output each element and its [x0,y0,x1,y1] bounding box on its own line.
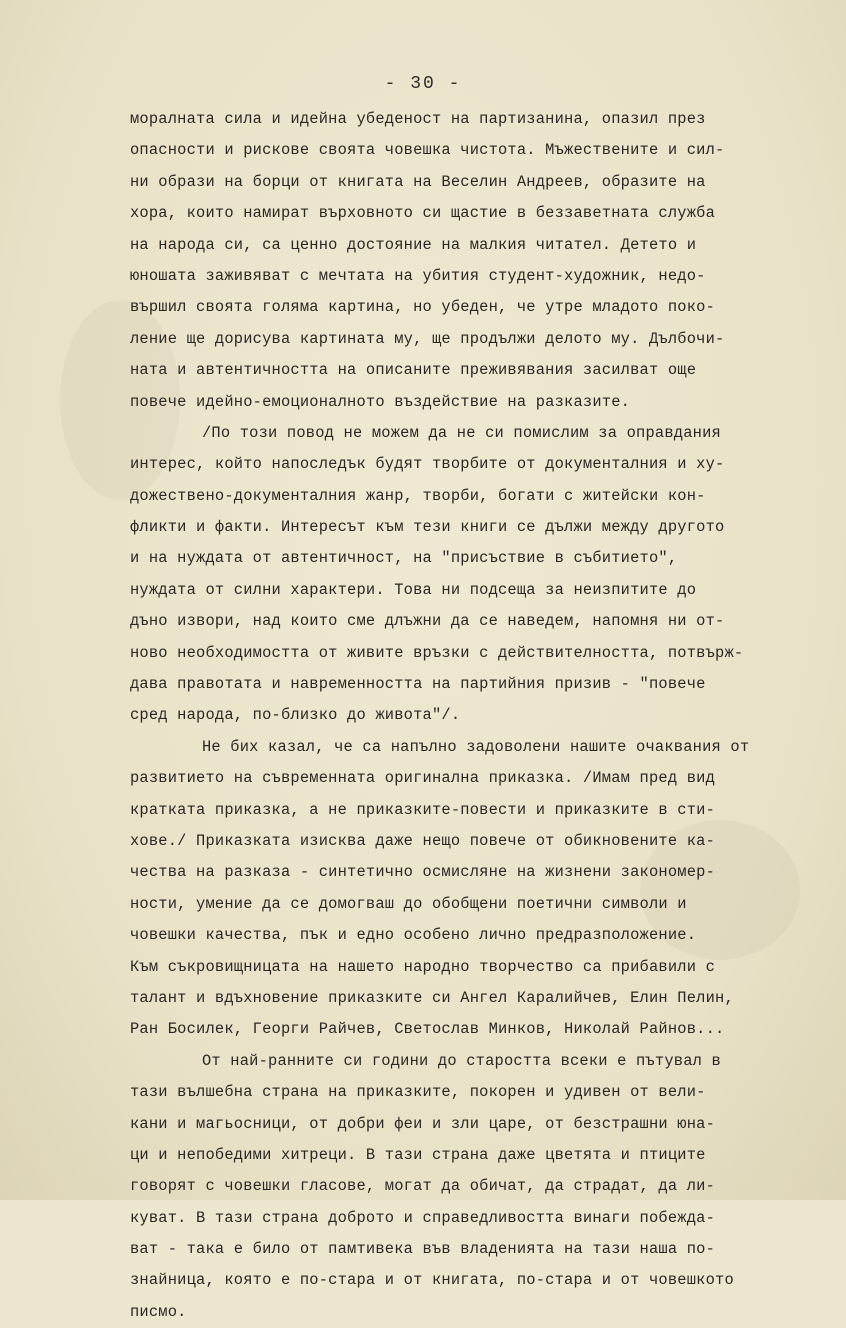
text-line: хове./ Приказката изисква даже нещо повече от обикновените ка- [130,831,716,850]
text-line: чества на разказа - синтетично осмисляне на жизнени закономер- [130,863,716,882]
text-line: ци и непобедими хитреци. В тази страна даже цветята и птиците [130,1145,706,1164]
text-line: хора, които намират върховното си щастие в беззаветната служба [130,204,716,223]
text-line: ление ще дорисува картината му, ще продължи делото му. Дълбочи- [130,329,725,348]
text-line: опасности и рискове своята човешка чистота. Мъжествените и сил- [130,141,725,160]
text-line: ват - така е било от памтивека във владенията на тази наша по- [130,1240,716,1259]
text-line: писмо. [130,1302,187,1321]
text-line: човешки качества, пък и едно особено лично предразположение. [130,926,697,945]
body-text [130,104,840,1328]
text-line: ната и автентичността на описаните преживявания засилват още [130,361,697,380]
text-line: говорят с човешки гласове, могат да обичат, да страдат, да ли- [130,1177,716,1196]
text-line: ни образи на борци от книгата на Веселин Андреев, образите на [130,172,706,191]
text-line: и на нуждата от автентичност, на "присъствие в събитието", [130,549,678,568]
text-line: интерес, който напоследък будят творбите от документалния и ху- [130,455,725,474]
text-line: развитието на съвременната оригинална приказка. /Имам пред вид [130,769,716,788]
text-line: знайница, която е по-стара и от книгата, по-стара и от човешкото [130,1271,734,1290]
text-line: нуждата от силни характери. Това ни подсеща за неизпитите до [130,580,697,599]
text-line: кани и магьосници, от добри феи и зли царе, от безстрашни юна- [130,1114,716,1133]
text-line: дъно извори, над които сме длъжни да се наведем, напомня ни от- [130,612,725,631]
text-line: дава правотата и навременността на партийния призив - "повече [130,675,706,694]
text-line: фликти и факти. Интересът към тези книги се дължи между другото [130,518,725,537]
text-line: куват. В тази страна доброто и справедливостта винаги побежда- [130,1208,716,1227]
text-line: От най-ранните си години до старостта всеки е пътувал в [202,1051,721,1070]
text-line: Не бих казал, че са напълно задоволени нашите очаквания от [202,737,750,756]
text-line: сред народа, по-близко до живота"/. [130,706,461,725]
text-line: талант и вдъхновение приказките си Ангел Каралийчев, Елин Пелин, [130,988,734,1007]
text-line: повече идейно-емоционалното въздействие на разказите. [130,392,631,411]
text-line: дожествено-документалния жанр, творби, богати с житейски кон- [130,486,706,505]
text-line: моралната сила и идейна убеденост на партизанина, опазил през [130,110,706,128]
page-number: - 30 - [384,74,462,94]
text-line: ново необходимостта от живите връзки с действителността, потвърж- [130,643,744,662]
text-line: вършил своята голяма картина, но убеден, че утре младото поко- [130,298,716,317]
text-line: кратката приказка, а не приказките-повести и приказките в сти- [130,800,716,819]
text-line: тази вълшебна страна на приказките, покорен и удивен от вели- [130,1083,706,1102]
text-line: юношата заживяват с мечтата на убития студент-художник, недо- [130,266,706,285]
text-line: на народа си, са ценно достояние на малкия читател. Детето и [130,235,697,254]
text-line: ности, умение да се домогваш до обобщени поетични символи и [130,894,687,913]
text-line: Ран Босилек, Георги Райчев, Светослав Минков, Николай Райнов... [130,1020,725,1039]
text-line: Към съкровищницата на нашето народно творчество са прибавили с [130,957,716,976]
text-line: /По този повод не можем да не си помислим за оправдания [202,423,721,442]
